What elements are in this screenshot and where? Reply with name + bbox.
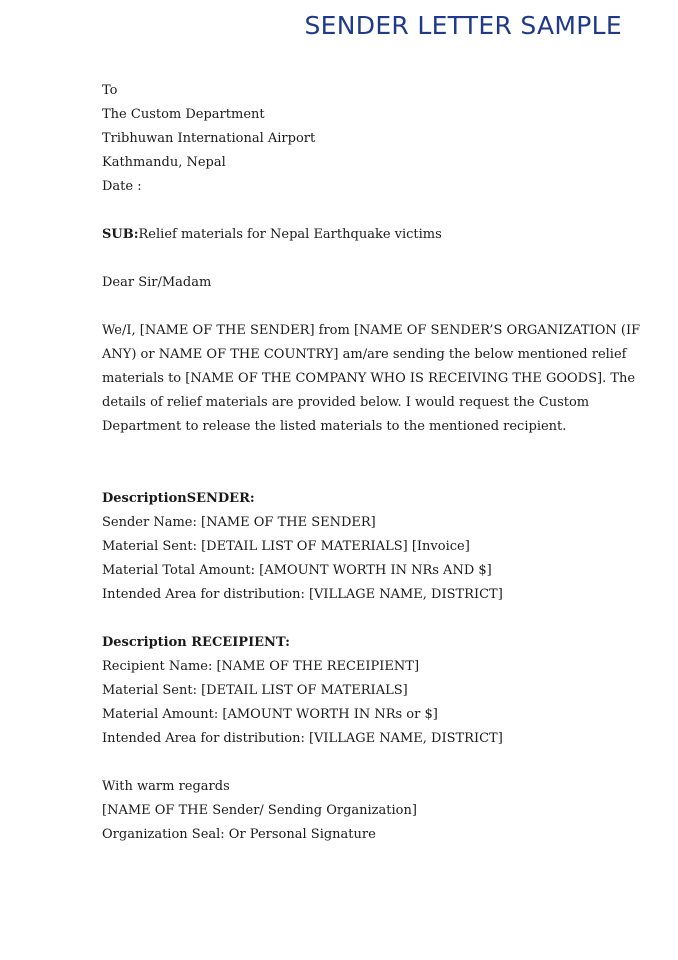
letter-body (102, 79, 641, 847)
closing-signatory: [NAME OF THE Sender/ Sending Organization] (102, 803, 417, 818)
recipient-amount: Material Amount: [AMOUNT WORTH IN NRs or $] (102, 707, 438, 722)
address-date: Date : (102, 179, 142, 194)
sender-name: Sender Name: [NAME OF THE SENDER] (102, 515, 376, 530)
subject-label: SUB: (102, 227, 139, 242)
recipient-name: Recipient Name: [NAME OF THE RECEIPIENT] (102, 659, 420, 674)
salutation: Dear Sir/Madam (102, 275, 212, 290)
sender-material: Material Sent: [DETAIL LIST OF MATERIALS] [Invoice] (102, 539, 470, 554)
body-line: Department to release the listed materials to the mentioned recipient. (102, 419, 567, 434)
address-line-2: Tribhuwan International Airport (102, 131, 316, 146)
body-line: materials to [NAME OF THE COMPANY WHO IS RECEIVING THE GOODS]. The (102, 371, 636, 386)
sender-heading: DescriptionSENDER: (102, 491, 255, 506)
address-to: To (102, 83, 118, 98)
body-line: We/I, [NAME OF THE SENDER] from [NAME OF SENDER’S ORGANIZATION (IF (102, 323, 641, 338)
recipient-material: Material Sent: [DETAIL LIST OF MATERIALS] (102, 683, 408, 698)
sender-area: Intended Area for distribution: [VILLAGE NAME, DISTRICT] (102, 587, 503, 602)
document-title: SENDER LETTER SAMPLE (304, 11, 622, 40)
closing-regards: With warm regards (102, 779, 230, 794)
recipient-heading: Description RECEIPIENT: (102, 635, 290, 650)
body-line: ANY) or NAME OF THE COUNTRY] am/are sending the below mentioned relief (102, 347, 627, 362)
recipient-area: Intended Area for distribution: [VILLAGE NAME, DISTRICT] (102, 731, 503, 746)
body-line: details of relief materials are provided below. I would request the Custom (102, 395, 590, 410)
subject-text: Relief materials for Nepal Earthquake victims (138, 227, 442, 242)
address-line-1: The Custom Department (102, 107, 265, 122)
sender-amount: Material Total Amount: [AMOUNT WORTH IN NRs AND $] (102, 563, 492, 578)
closing-seal: Organization Seal: Or Personal Signature (102, 827, 376, 842)
address-line-3: Kathmandu, Nepal (102, 155, 226, 170)
subject-line (102, 223, 602, 247)
